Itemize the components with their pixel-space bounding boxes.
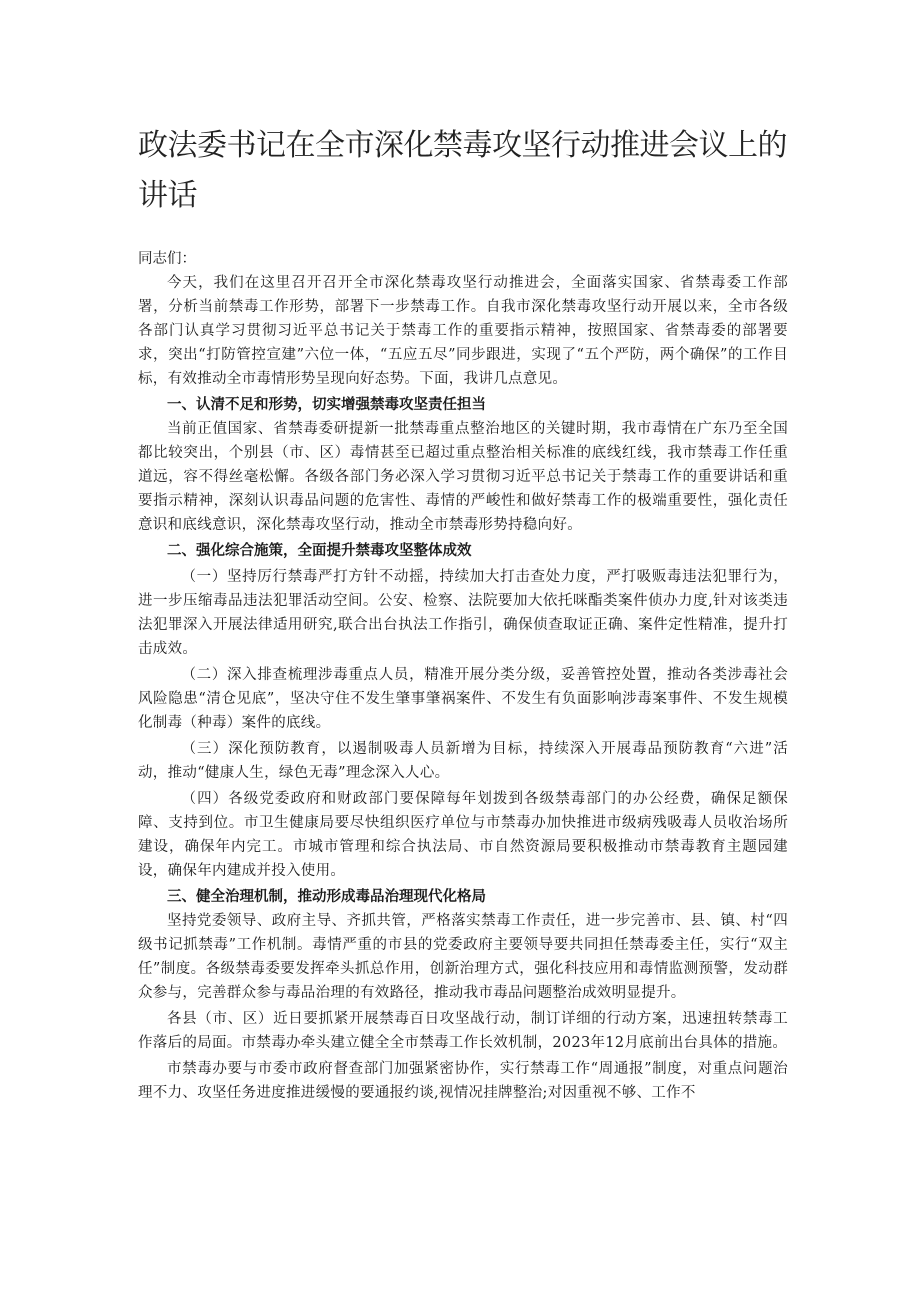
section-3-heading: 三、健全治理机制，推动形成毒品治理现代化格局 xyxy=(167,889,486,905)
section-1-heading: 一、认清不足和形势，切实增强禁毒攻坚责任担当 xyxy=(167,397,486,413)
document-page xyxy=(138,0,788,1105)
section-2-item-3: （三）深化预防教育，以遏制吸毒人员新增为目标，持续深入开展毒品预防教育“六进”活动，推动“健康人生，绿色无毒”理念深入人心。 xyxy=(138,741,788,781)
section-3-paragraph-1: 坚持党委领导、政府主导、齐抓共管，严格落实禁毒工作责任，进一步完善市、县、镇、村“四级书记抓禁毒”工作机制。毒情严重的市县的党委政府主要领导要共同担任禁毒委主任，实行“双主任”制度。各级禁毒委要发挥牵头抓总作用，创新治理方式，强化科技应用和毒情监测预警，发动群众参与，完善群众参与毒品治理的有效路径，推动我市毒品问题整治成效明显提升。 xyxy=(138,913,788,1001)
greeting: 同志们： xyxy=(138,251,196,267)
section-2-heading: 二、强化综合施策，全面提升禁毒攻坚整体成效 xyxy=(167,543,472,559)
section-3-paragraph-3: 市禁毒办要与市委市政府督查部门加强紧密协作，实行禁毒工作“周通报”制度，对重点问题治理不力、攻坚任务进度推进缓慢的要通报约谈,视情况挂牌整治;对因重视不够、工作不 xyxy=(138,1061,788,1101)
document-title: 政法委书记在全市深化禁毒攻坚行动推进会议上的讲话 xyxy=(138,128,787,213)
section-2-item-4: （四）各级党委政府和财政部门要保障每年划拨到各级禁毒部门的办公经费，确保足额保障、支持到位。市卫生健康局要尽快组织医疗单位与市禁毒办加快推进市级病残吸毒人员收治场所建设，确保年内完工。市城市管理和综合执法局、市自然资源局要积极推动市禁毒教育主题园建设，确保年内建成并投入使用。 xyxy=(138,791,788,879)
section-2-item-2: （二）深入排查梳理涉毒重点人员，精准开展分类分级，妥善管控处置，推动各类涉毒社会风险隐患“清仓见底”，坚决守住不发生肇事肇祸案件、不发生有负面影响涉毒案事件、不发生规模化制毒（种毒）案件的底线。 xyxy=(138,667,788,731)
section-1-paragraph: 当前正值国家、省禁毒委研提新一批禁毒重点整治地区的关键时期，我市毒情在广东乃至全国都比较突出，个别县（市、区）毒情甚至已超过重点整治相关标准的底线红线，我市禁毒工作任重道远，容不得丝毫松懈。各级各部门务必深入学习贯彻习近平总书记关于禁毒工作的重要讲话和重要指示精神，深刻认识毒品问题的危害性、毒情的严峻性和做好禁毒工作的极端重要性，强化责任意识和底线意识，深化禁毒攻坚行动，推动全市禁毒形势持稳向好。 xyxy=(138,421,788,533)
section-2-item-1: （一）坚持厉行禁毒严打方针不动摇，持续加大打击查处力度，严打吸贩毒违法犯罪行为，进一步压缩毒品违法犯罪活动空间。公安、检察、法院要加大依托咪酯类案件侦办力度,针对该类违法犯罪深入开展法律适用研究,联合出台执法工作指引，确保侦查取证正确、案件定性精准，提升打击成效。 xyxy=(138,569,788,657)
intro-paragraph: 今天，我们在这里召开召开全市深化禁毒攻坚行动推进会，全面落实国家、省禁毒委工作部署，分析当前禁毒工作形势，部署下一步禁毒工作。自我市深化禁毒攻坚行动开展以来，全市各级各部门认真学习贯彻习近平总书记关于禁毒工作的重要指示精神，按照国家、省禁毒委的部署要求，突出“打防管控宣建”六位一体，“五应五尽”同步跟进，实现了“五个严防，两个确保”的工作目标，有效推动全市毒情形势呈现向好态势。下面，我讲几点意见。 xyxy=(138,275,788,387)
section-3-paragraph-2: 各县（市、区）近日要抓紧开展禁毒百日攻坚战行动，制订详细的行动方案，迅速扭转禁毒工作落后的局面。市禁毒办牵头建立健全全市禁毒工作长效机制，2023年12月底前出台具体的措施。 xyxy=(138,1011,788,1051)
